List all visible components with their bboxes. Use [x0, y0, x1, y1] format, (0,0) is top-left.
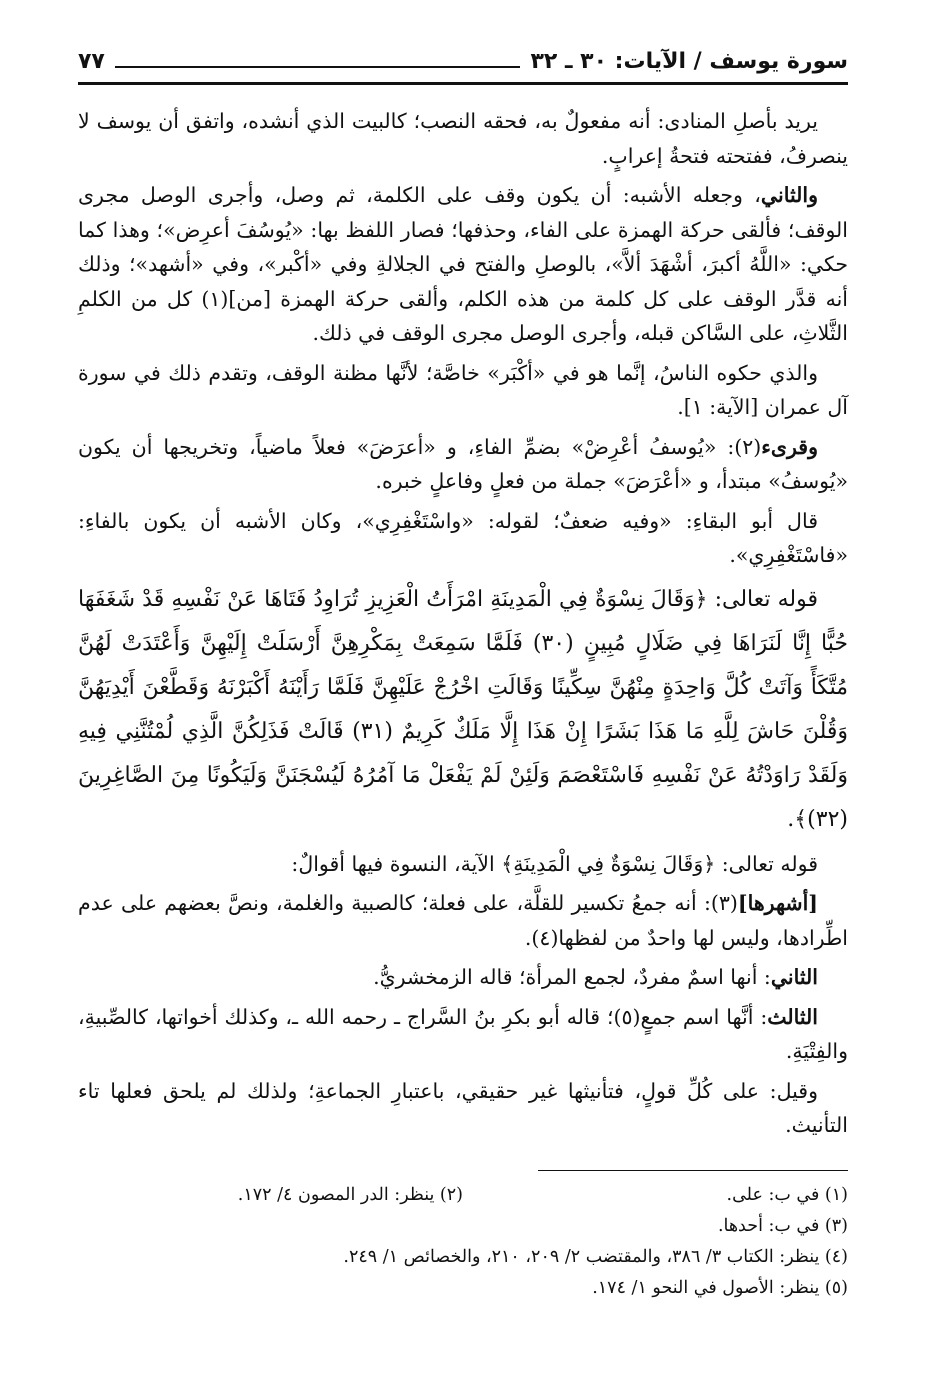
paragraph-text: قال أبو البقاءِ: «وفيه ضعفٌ؛ لقوله: «واسْتَغْفِرِي»، وكان الأشبه أن يكون بالفاءِ: «فاسْتَغْفِرِي».: [78, 508, 848, 567]
paragraph-text: ، وجعله الأشبه: أن يكون وقف على الكلمة، ثم وصل، وأجرى الوصل مجرى الوقف؛ فألقى حركة الهمزة على الفاء، وحذفها؛ فصار اللفظ بها: «يُوسُفَ أعرِض»؛ وهذا كما حكي: «اللَّهُ أكبرَ، أشْهَدَ ألاَّ»، بالوصلِ والفتح في الجلالةِ وفي «أكْبر»، وفي «أشهد»؛ وذلك أنه قدَّر الوقف على كل كلمة من هذه الكلم، وألقى حركة الهمزة [من](١) كل من الكلمِ الثَّلاثِ، على السَّاكن قبله، وأجرى الوصل مجرى الوقف في ذلك.: [78, 183, 848, 345]
footnotes: [78, 1180, 848, 1304]
paragraph-lead: الثالث: [767, 1004, 818, 1029]
footnote-rule: [538, 1170, 848, 1171]
quran-verse-block: [78, 578, 848, 842]
running-header: [78, 34, 848, 74]
header-dash-line: [115, 66, 521, 68]
footnote-row: [78, 1180, 848, 1211]
paragraph: [78, 1000, 848, 1069]
paragraph: [78, 356, 848, 425]
paragraph-text: : أنَّها اسم جمعٍ(٥)؛ قاله أبو بكرِ بنُ السَّراج ـ رحمه الله ـ، وكذلك أخواتها، كالصِّبيةِ، والفِتْيَةِ.: [78, 1004, 848, 1063]
paragraph-lead: والثاني: [760, 183, 818, 207]
header-title: سورة يوسف / الآيات: ٣٠ ـ ٣٢: [530, 49, 848, 74]
paragraph-text: يريد بأصلِ المنادى: أنه مفعولٌ به، فحقه النصب؛ كالبيت الذي أنشده، واتفق أن يوسف لا ينصرفُ، ففتحته فتحةُ إعرابٍ.: [78, 109, 848, 168]
paragraph: [78, 104, 848, 173]
header-rule: [78, 82, 848, 85]
paragraph-text: والذي حكوه الناسُ، إنَّما هو في «أكْبَر» خاصَّة؛ لأنَّها مظنة الوقف، وتقدم ذلك في سورة آل عمران [الآية: ١].: [78, 360, 848, 419]
paragraph-text: (٢): «يُوسفُ أعْرِضْ» بضمِّ الفاءِ، و «أعرَضَ» فعلاً ماضياً، وتخريجها أن يكون «يُوسفُ» مبتدأ، و «أعْرَضَ» جملة من فعلٍ وفاعلٍ خبره.: [78, 434, 848, 493]
paragraph: [78, 1074, 848, 1143]
paragraph-lead: [أشهرها]: [737, 891, 818, 915]
paragraph: [78, 430, 848, 499]
footnote-1: (١) في ب: على.: [726, 1185, 848, 1205]
paragraph-text: : أنها اسمٌ مفردٌ، لجمع المرأة؛ قاله الزمخشريُّ.: [373, 965, 771, 989]
footnote-3: (٣) في ب: أحدها.: [717, 1216, 848, 1236]
paragraph-text: قوله تعالى: ﴿وَقَالَ نِسْوَةٌ فِي الْمَدِينَةِ﴾ الآية، النسوة فيها أقوالٌ:: [291, 851, 818, 876]
verse-text: قوله تعالى: ﴿وَقَالَ نِسْوَةٌ فِي الْمَدِينَةِ امْرَأَتُ الْعَزِيزِ تُرَاوِدُ فَتَاهَا عَنْ نَفْسِهِ قَدْ شَغَفَهَا حُبًّا إِنَّا لَنَرَاهَا فِي ضَلَالٍ مُبِينٍ (٣٠) فَلَمَّا سَمِعَتْ بِمَكْرِهِنَّ أَرْسَلَتْ إِلَيْهِنَّ وَأَعْتَدَتْ لَهُنَّ مُتَّكَأً وَآتَتْ كُلَّ وَاحِدَةٍ مِنْهُنَّ سِكِّينًا وَقَالَتِ اخْرُجْ عَلَيْهِنَّ فَلَمَّا رَأَيْنَهُ أَكْبَرْنَهُ وَقَطَّعْنَ أَيْدِيَهُنَّ وَقُلْنَ حَاشَ لِلَّهِ مَا هَذَا بَشَرًا إِنْ هَذَا إِلَّا مَلَكٌ كَرِيمٌ (٣١) قَالَتْ فَذَلِكُنَّ الَّذِي لُمْتُنَّنِي فِيهِ وَلَقَدْ رَاوَدْتُهُ عَنْ نَفْسِهِ فَاسْتَعْصَمَ وَلَئِنْ لَمْ يَفْعَلْ مَا آمُرُهُ لَيُسْجَنَنَّ وَلَيَكُونًا مِنَ الصَّاغِرِينَ (٣٢)﴾.: [78, 586, 848, 832]
footnote-4: (٤) ينظر: الكتاب ٣/ ٣٨٦، والمقتضب ٢/ ٢٠٩، ٢١٠، والخصائص ١/ ٢٤٩.: [343, 1247, 848, 1267]
paragraph: [78, 178, 848, 351]
paragraph: [78, 847, 848, 882]
paragraph: [78, 504, 848, 573]
paragraph-text: (٣): أنه جمعُ تكسير للقلَّة، على فعلة؛ كالصبية والغلمة، ونصَّ بعضهم على عدم اطِّرادها، وليس لها واحدٌ من لفظها(٤).: [78, 891, 848, 950]
paragraph-lead: الثاني: [770, 965, 818, 989]
main-text: [78, 104, 848, 1148]
paragraph: [78, 960, 848, 995]
paragraph: [78, 886, 848, 955]
footnote-5: (٥) ينظر: الأصول في النحو ١/ ١٧٤.: [592, 1278, 848, 1298]
footnote-2: (٢) ينظر: الدر المصون ٤/ ١٧٢.: [237, 1185, 463, 1205]
paragraph-text: وقيل: على كُلِّ قولٍ، فتأنيثها غير حقيقي، باعتبارِ الجماعةِ؛ ولذلك لم يلحق فعلها تاء التأنيث.: [78, 1078, 848, 1137]
paragraph-lead: وقرىء: [761, 434, 818, 459]
page-number: ٧٧: [78, 49, 105, 74]
